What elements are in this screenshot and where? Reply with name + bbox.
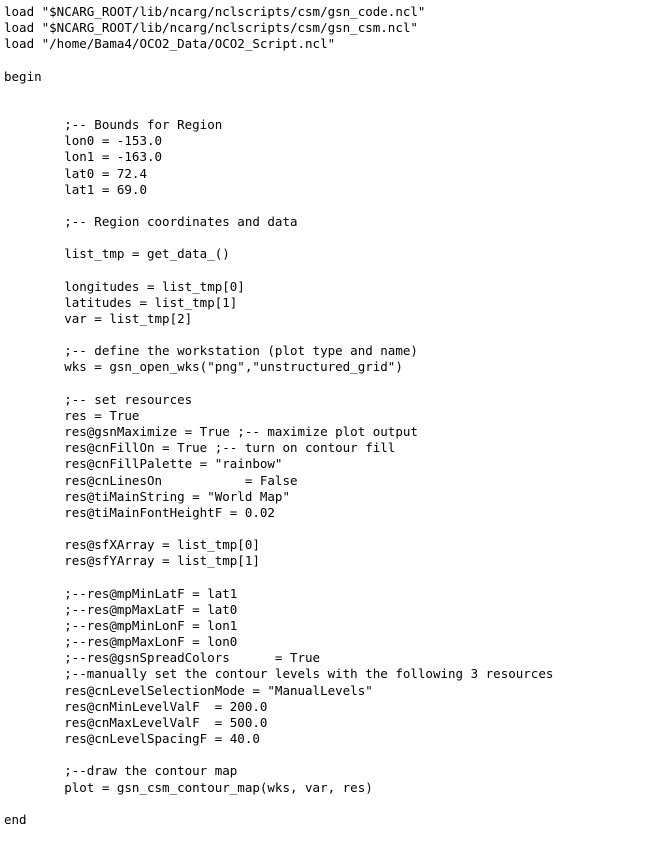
code-line: end [4, 811, 27, 827]
code-line: res@tiMainString = "World Map" [4, 488, 290, 504]
code-line [4, 569, 655, 585]
code-line: ;-- set resources [4, 391, 193, 407]
code-line: res@cnLevelSpacingF = 40.0 [4, 731, 260, 747]
code-line [4, 263, 655, 279]
code-line: res@cnFillPalette = "rainbow" [4, 456, 283, 472]
code-line: lon1 = -163.0 [4, 149, 163, 165]
code-line: load "$NCARG_ROOT/lib/ncarg/nclscripts/csm/gsn_code.ncl" [4, 4, 426, 19]
code-line: lat0 = 72.4 [4, 165, 147, 181]
code-line: res@tiMainFontHeightF = 0.02 [4, 504, 275, 520]
code-line: begin [4, 68, 42, 84]
code-line: var = list_tmp[2] [4, 310, 193, 326]
code-line: lon0 = -153.0 [4, 133, 163, 149]
code-line [4, 52, 655, 68]
code-line [4, 747, 655, 763]
code-line: ;--res@mpMaxLonF = lon0 [4, 634, 238, 650]
code-line: res@cnFillOn = True ;-- turn on contour fill [4, 440, 396, 456]
code-line: plot = gsn_csm_contour_map(wks, var, res) [4, 779, 373, 795]
code-line: res@sfXArray = list_tmp[0] [4, 537, 260, 553]
code-line: ;--res@mpMaxLatF = lat0 [4, 601, 238, 617]
code-line: lat1 = 69.0 [4, 181, 147, 197]
code-line: ;--manually set the contour levels with the following 3 resources [4, 666, 554, 682]
code-line: res@cnMaxLevelValF = 500.0 [4, 714, 268, 730]
code-line: ;-- Bounds for Region [4, 117, 223, 133]
code-line: longitudes = list_tmp[0] [4, 278, 245, 294]
code-line [4, 230, 655, 246]
code-line: res@sfYArray = list_tmp[1] [4, 553, 260, 569]
code-line: ;-- define the workstation (plot type and name) [4, 343, 418, 359]
code-line: ;-- Region coordinates and data [4, 214, 298, 230]
code-line [4, 828, 655, 844]
code-line: ;--res@mpMinLonF = lon1 [4, 617, 238, 633]
code-line: ;--draw the contour map [4, 763, 238, 779]
code-line [4, 376, 655, 392]
code-line: wks = gsn_open_wks("png","unstructured_grid") [4, 359, 403, 375]
code-line: res@cnLinesOn = False [4, 472, 298, 488]
code-line [4, 521, 655, 537]
code-line [4, 85, 655, 101]
code-line: ;--res@mpMinLatF = lat1 [4, 585, 238, 601]
code-line [4, 327, 655, 343]
code-line: res@cnLevelSelectionMode = "ManualLevels" [4, 682, 373, 698]
code-line: load "$NCARG_ROOT/lib/ncarg/nclscripts/csm/gsn_csm.ncl" [4, 20, 418, 36]
code-line: ;--res@gsnSpreadColors = True [4, 650, 321, 666]
code-line [4, 101, 655, 117]
code-line: load "/home/Bama4/OCO2_Data/OCO2_Script.ncl" [4, 36, 336, 52]
code-line [4, 198, 655, 214]
code-line: res@cnMinLevelValF = 200.0 [4, 698, 268, 714]
code-line: latitudes = list_tmp[1] [4, 294, 238, 310]
code-line [4, 796, 655, 812]
code-line: res = True [4, 407, 140, 423]
code-line: list_tmp = get_data_() [4, 246, 230, 262]
code-line: res@gsnMaximize = True ;-- maximize plot output [4, 424, 418, 440]
